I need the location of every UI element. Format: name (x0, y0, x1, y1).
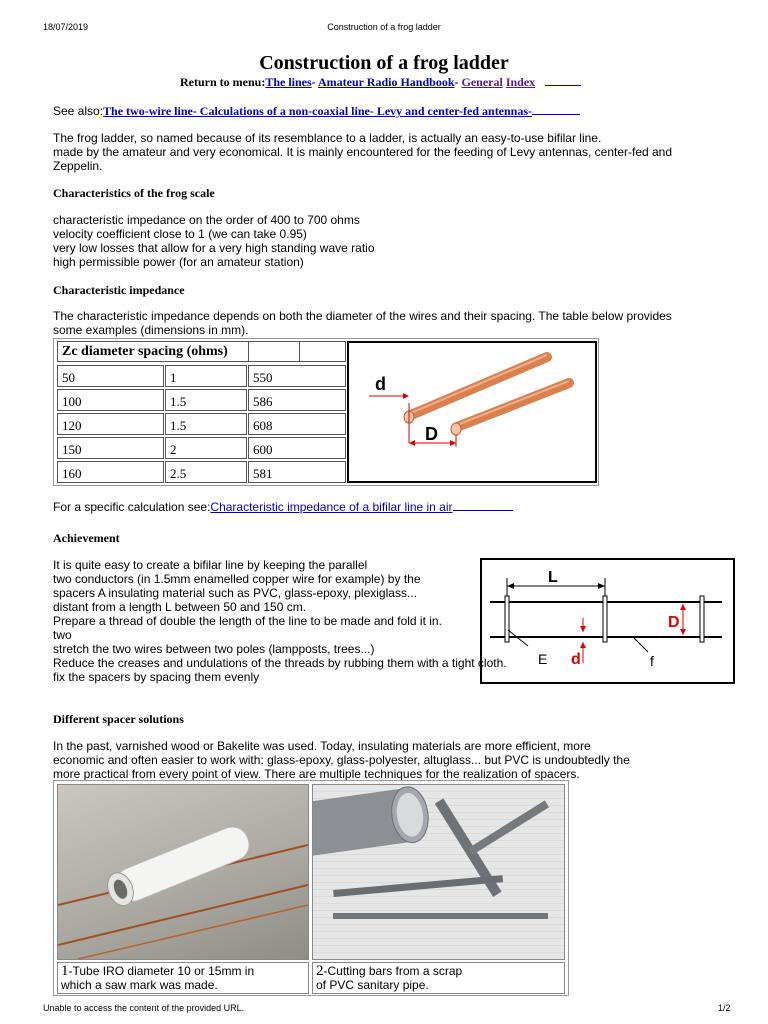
label-D: D (425, 424, 438, 444)
calc-link[interactable]: Characteristic impedance of a bifilar line in air (210, 500, 453, 514)
achievement-paragraph (53, 558, 507, 684)
wire-diagram (347, 341, 597, 483)
table-cell: 608 (248, 413, 346, 435)
achievement-line: distant from a length L between 50 and 150 cm. (53, 600, 307, 614)
label-E: E (538, 651, 548, 667)
return-menu (180, 75, 581, 90)
label-f: f (650, 653, 654, 669)
table-cell: 50 (57, 365, 164, 387)
achievement-line: fix the spacers by spacing them evenly (53, 670, 260, 684)
label-d-ladder: d (571, 651, 581, 668)
print-page-title: Construction of a frog ladder (327, 22, 441, 32)
achievement-line: spacers A insulating material such as PVC, glass-epoxy, plexiglass... (53, 586, 417, 600)
impedance-paragraph (53, 309, 672, 337)
achievement-line: stretch the two wires between two poles (lampposts, trees...) (53, 642, 375, 656)
impedance-heading: Characteristic impedance (53, 283, 185, 297)
spacer-photos (53, 780, 569, 996)
caption-number: 2 (316, 963, 324, 979)
intro-line: made by the amateur and very economical. It is mainly encountered for the feeding of Levy antennas, center-fed and (53, 145, 673, 159)
table-cell: 550 (248, 365, 346, 387)
see-also (53, 104, 580, 119)
photo-pvc-bars-svg (313, 785, 564, 959)
spacers-line: more practical from every point of view. There are multiple techniques for the realization of spacers. (53, 767, 580, 781)
achievement-line: two (53, 628, 72, 642)
intro-line: Zeppelin. (53, 159, 103, 173)
photo-tube-spacer-svg (58, 785, 308, 959)
photo-tube-spacer (57, 784, 309, 960)
menu-link-index[interactable]: Index (505, 75, 536, 89)
calc-line (53, 500, 513, 514)
menu-link-general[interactable]: General (461, 75, 503, 89)
characteristic-item: high permissible power (for an amateur station) (53, 255, 304, 269)
print-date: 18/07/2019 (43, 22, 89, 32)
table-cell: 581 (248, 461, 346, 483)
photo-caption-1 (57, 962, 309, 994)
caption-line: of PVC sanitary pipe. (316, 978, 429, 992)
page-title: Construction of a frog ladder (259, 52, 509, 74)
table-header-empty (248, 341, 346, 362)
menu-prefix: Return to menu: (180, 75, 266, 89)
spacers-line: In the past, varnished wood or Bakelite was used. Today, insulating materials are more efficient, more (53, 739, 591, 753)
impedance-table (53, 338, 599, 486)
caption-line: which a saw mark was made. (61, 978, 218, 992)
calc-prefix: For a specific calculation see: (53, 500, 211, 514)
table-cell: 150 (57, 437, 164, 459)
impedance-line: The characteristic impedance depends on both the diameter of the wires and their spacing. The table below provides (53, 309, 672, 323)
table-cell: 120 (57, 413, 164, 435)
achievement-line: Reduce the creases and undulations of the threads by rubbing them with a tight cloth. (53, 656, 507, 670)
spacers-line: economic and often easier to work with: glass-epoxy, glass-polyester, altuglass... but PVC is undoubtedly the (53, 753, 630, 767)
label-L: L (548, 569, 558, 586)
table-cell: 2 (165, 437, 247, 459)
achievement-line: It is quite easy to create a bifilar line by keeping the parallel (53, 558, 368, 572)
characteristics-list (53, 213, 375, 269)
menu-sep: - (454, 75, 462, 89)
spacers-paragraph (53, 739, 630, 781)
impedance-line: some examples (dimensions in mm). (53, 323, 249, 337)
achievement-heading: Achievement (53, 531, 120, 545)
table-cell: 1.5 (165, 389, 247, 411)
caption-line: -Tube IRO diameter 10 or 15mm in (68, 964, 255, 978)
achievement-line: two conductors (in 1.5mm enamelled copper wire for example) by the (53, 572, 421, 586)
achievement-line: Prepare a thread of double the length of the line to be made and fold it in. (53, 614, 442, 628)
characteristic-item: very low losses that allow for a very high standing wave ratio (53, 241, 375, 255)
print-footer-note: Unable to access the content of the provided URL. (43, 1003, 245, 1013)
see-also-link[interactable]: The two-wire line- Calculations of a non-coaxial line- Levy and center-fed antennas- (103, 104, 533, 118)
caption-line: -Cutting bars from a scrap (323, 964, 463, 978)
table-cell: 1 (165, 365, 247, 387)
table-cell: 2.5 (165, 461, 247, 483)
intro-line: The frog ladder, so named because of its resemblance to a ladder, is actually an easy-to-use bifilar line. (53, 131, 602, 145)
caption-number: 1 (61, 963, 69, 979)
see-also-prefix: See also: (53, 104, 104, 118)
wire-diagram-svg (349, 343, 595, 481)
label-D-ladder: D (668, 614, 680, 631)
table-header: Zc diameter spacing (ohms) (57, 341, 300, 362)
photo-pvc-bars (312, 784, 565, 960)
characteristic-item: velocity coefficient close to 1 (we can take 0.95) (53, 227, 307, 241)
table-cell: 1.5 (165, 413, 247, 435)
table-cell: 100 (57, 389, 164, 411)
menu-sep: - (311, 75, 319, 89)
photo-caption-2 (312, 962, 565, 994)
wire-upper (411, 355, 547, 415)
intro-paragraph (53, 131, 672, 173)
table-cell: 600 (248, 437, 346, 459)
menu-link-lines[interactable]: The lines (265, 75, 312, 89)
print-page-number: 1/2 (718, 1003, 731, 1013)
characteristics-heading: Characteristics of the frog scale (53, 186, 215, 200)
spacers-heading: Different spacer solutions (53, 712, 184, 726)
ladder-diagram-svg (482, 560, 733, 682)
table-cell: 586 (248, 389, 346, 411)
label-d: d (375, 374, 386, 394)
menu-link-handbook[interactable]: Amateur Radio Handbook (318, 75, 455, 89)
table-cell: 160 (57, 461, 164, 483)
characteristic-item: characteristic impedance on the order of 400 to 700 ohms (53, 213, 360, 227)
ladder-diagram (480, 558, 735, 684)
